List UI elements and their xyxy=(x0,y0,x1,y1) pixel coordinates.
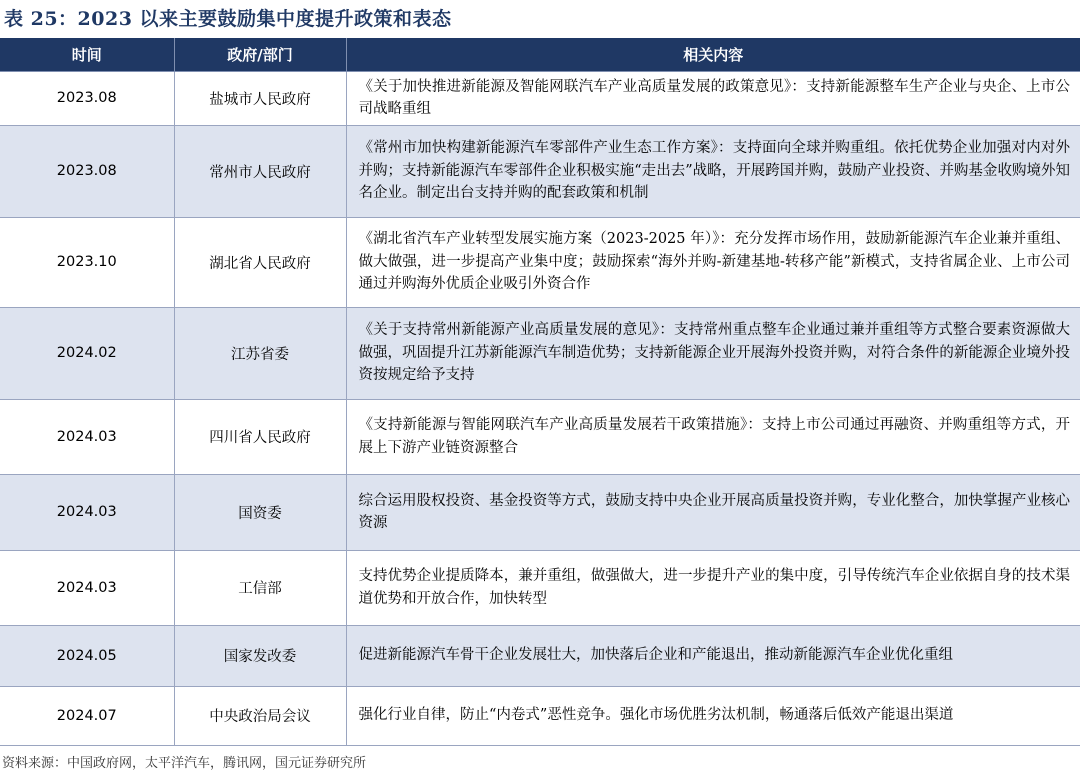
cell-government: 工信部 xyxy=(174,550,346,625)
cell-government: 中央政治局会议 xyxy=(174,686,346,745)
cell-government: 江苏省委 xyxy=(174,307,346,399)
cell-time: 2023.08 xyxy=(0,125,174,217)
cell-government: 国家发改委 xyxy=(174,625,346,686)
table-row xyxy=(0,686,1080,745)
cell-time: 2024.03 xyxy=(0,399,174,474)
cell-government: 湖北省人民政府 xyxy=(174,217,346,307)
cell-government: 四川省人民政府 xyxy=(174,399,346,474)
table-row xyxy=(0,307,1080,399)
cell-content: 促进新能源汽车骨干企业发展壮大，加快落后企业和产能退出，推动新能源汽车企业优化重组 xyxy=(346,625,1080,686)
table-header-row xyxy=(0,38,1080,71)
table-row xyxy=(0,217,1080,307)
cell-content: 强化行业自律，防止“内卷式”恶性竞争。强化市场优胜劣汰机制，畅通落后低效产能退出渠道 xyxy=(346,686,1080,745)
table-title: 表 25：2023 以来主要鼓励集中度提升政策和表态 xyxy=(4,8,452,30)
policy-table xyxy=(0,38,1080,746)
cell-content: 《湖北省汽车产业转型发展实施方案（2023-2025 年）》：充分发挥市场作用，鼓励新能源汽车企业兼并重组、做大做强，进一步提高产业集中度；鼓励探索“海外并购-新建基地-转移产能”新模式，支持省属企业、上市公司通过并购海外优质企业吸引外资合作 xyxy=(346,217,1080,307)
cell-content: 《支持新能源与智能网联汽车产业高质量发展若干政策措施》：支持上市公司通过再融资、并购重组等方式，开展上下游产业链资源整合 xyxy=(346,399,1080,474)
column-header-government: 政府/部门 xyxy=(174,38,346,71)
cell-content: 《关于支持常州新能源产业高质量发展的意见》：支持常州重点整车企业通过兼并重组等方式整合要素资源做大做强，巩固提升江苏新能源汽车制造优势；支持新能源企业开展海外投资并购，对符合条件的新能源企业境外投资按规定给予支持 xyxy=(346,307,1080,399)
cell-time: 2023.08 xyxy=(0,71,174,125)
cell-government: 常州市人民政府 xyxy=(174,125,346,217)
cell-content: 《常州市加快构建新能源汽车零部件产业生态工作方案》：支持面向全球并购重组。依托优势企业加强对内对外并购；支持新能源汽车零部件企业积极实施“走出去”战略，开展跨国并购，鼓励产业投资、并购基金收购境外知名企业。制定出台支持并购的配套政策和机制 xyxy=(346,125,1080,217)
cell-content: 综合运用股权投资、基金投资等方式，鼓励支持中央企业开展高质量投资并购，专业化整合，加快掌握产业核心资源 xyxy=(346,474,1080,550)
cell-time: 2024.02 xyxy=(0,307,174,399)
table-row xyxy=(0,550,1080,625)
cell-time: 2024.03 xyxy=(0,474,174,550)
source-note: 资料来源：中国政府网，太平洋汽车，腾讯网，国元证券研究所 xyxy=(2,756,367,771)
table-row xyxy=(0,399,1080,474)
table-row xyxy=(0,125,1080,217)
cell-government: 国资委 xyxy=(174,474,346,550)
cell-content: 《关于加快推进新能源及智能网联汽车产业高质量发展的政策意见》：支持新能源整车生产企业与央企、上市公司战略重组 xyxy=(346,71,1080,125)
cell-government: 盐城市人民政府 xyxy=(174,71,346,125)
table-row xyxy=(0,71,1080,125)
column-header-content: 相关内容 xyxy=(346,38,1080,71)
column-header-time: 时间 xyxy=(0,38,174,71)
cell-time: 2023.10 xyxy=(0,217,174,307)
cell-time: 2024.03 xyxy=(0,550,174,625)
cell-time: 2024.05 xyxy=(0,625,174,686)
table-row xyxy=(0,474,1080,550)
cell-time: 2024.07 xyxy=(0,686,174,745)
table-row xyxy=(0,625,1080,686)
cell-content: 支持优势企业提质降本，兼并重组，做强做大，进一步提升产业的集中度，引导传统汽车企业依据自身的技术渠道优势和开放合作，加快转型 xyxy=(346,550,1080,625)
